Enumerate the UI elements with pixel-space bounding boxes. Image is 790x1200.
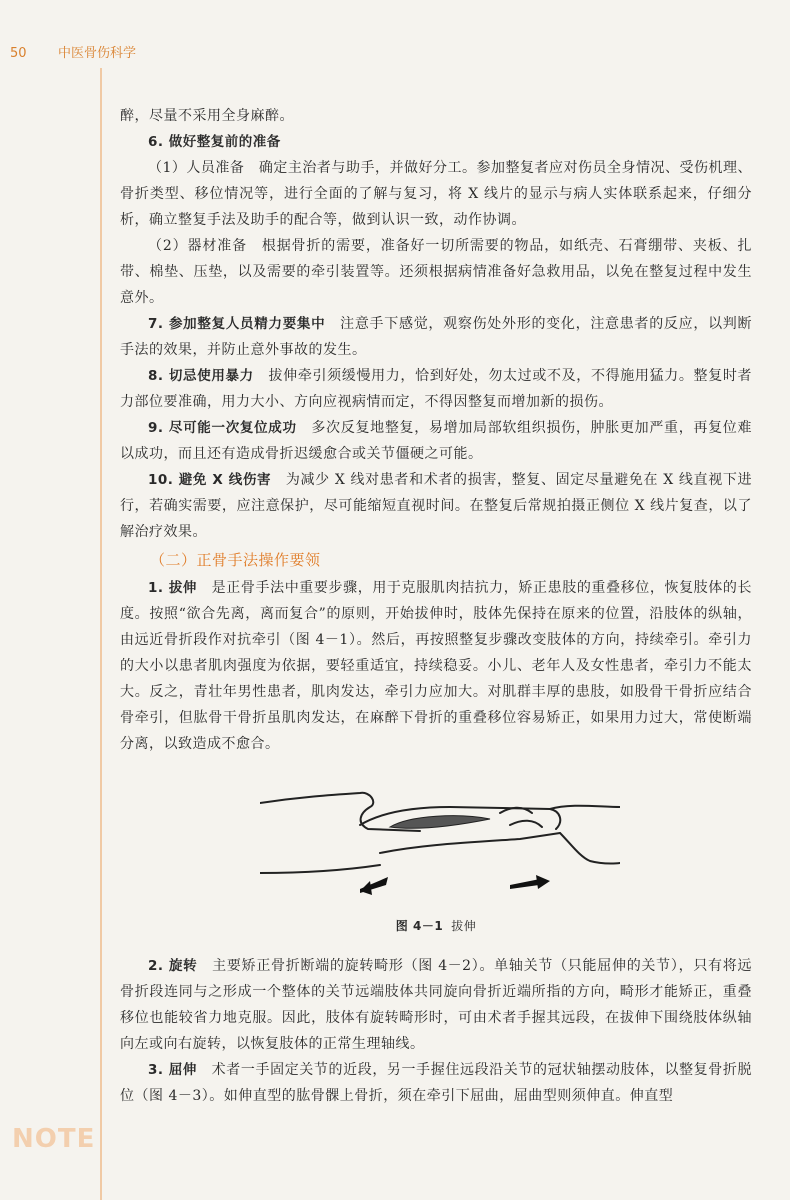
item-8-heading: 8. 切忌使用暴力 (148, 368, 254, 384)
paragraph-rotation: 2. 旋转 主要矫正骨折断端的旋转畸形（图 4－2）。单轴关节（只能屈伸的关节），只有将远骨折段连同与之形成一个整体的关节远端肢体共同旋向骨折近端所指的方向，畸形才能矫正，重叠移位也能较省力地克服。因此，肢体有旋转畸形时，可由术者手握其远段，在拔伸下围绕肢体纵轴向左或向右旋转，以恢复肢体的正常生理轴线。 (120, 958, 753, 1052)
figure-4-1 (120, 763, 752, 953)
item-9-heading: 9. 尽可能一次复位成功 (148, 420, 297, 436)
note-watermark: NOTE (12, 1124, 96, 1154)
traction-illustration (260, 773, 620, 903)
page-number: 50 (10, 46, 27, 61)
paragraph-equipment-prep: （2）器材准备 根据骨折的需要，准备好一切所需要的物品，如纸壳、石膏绷带、夹板、扎带、棉垫、压垫，以及需要的牵引装置等。还须根据病情准备好急救用品，以免在整复过程中发生意外。 (120, 238, 752, 306)
rotation-heading: 2. 旋转 (148, 958, 198, 974)
item-7-heading: 7. 参加整复人员精力要集中 (148, 316, 326, 332)
paragraph-traction: 1. 拔伸 是正骨手法中重要步骤，用于克服肌肉拮抗力，矫正患肢的重叠移位，恢复肢体的长度。按照“欲合先离，离而复合”的原则，开始拔伸时，肢体先保持在原来的位置，沿肢体的纵轴，由远近骨折段作对抗牵引（图 4－1）。然后，再按照整复步骤改变肢体的方向，持续牵引。牵引力的大小以患者肌肉强度为依据，要轻重适宜，持续稳妥。小儿、老年人及女性患者，牵引力不能太大。反之，青壮年男性患者，肌肉发达，牵引力应加大。对肌群丰厚的患肢，如股骨干骨折应结合骨牵引，但肱骨干骨折虽肌肉发达，在麻醉下骨折的重叠移位容易矫正，如果用力过大，常使断端分离，以致造成不愈合。 (120, 580, 752, 752)
figure-label: 图 4－1 (395, 919, 444, 933)
paragraph-item-8: 8. 切忌使用暴力 拔伸牵引须缓慢用力，恰到好处，勿太过或不及，不得施用猛力。整复时者力部位要准确，用力大小、方向应视病情而定，不得因整复而增加新的损伤。 (120, 368, 753, 410)
paragraph-flexion: 3. 屈伸 术者一手固定关节的近段，另一手握住远段沿关节的冠状轴摆动肢体，以整复骨折脱位（图 4－3）。如伸直型的肱骨髁上骨折，须在牵引下屈曲，屈曲型则须伸直。伸直型 (120, 1062, 752, 1104)
paragraph-item-7: 7. 参加整复人员精力要集中 注意手下感觉，观察伤处外形的变化，注意患者的反应，以判断手法的效果，并防止意外事故的发生。 (120, 316, 753, 358)
section-heading: （二）正骨手法操作要领 (150, 551, 321, 569)
paragraph-item-9: 9. 尽可能一次复位成功 多次反复地整复，易增加局部软组织损伤，肿胀更加严重，再复位难以成功，而且还有造成骨折迟缓愈合或关节僵硬之可能。 (120, 420, 753, 462)
paragraph-item-10: 10. 避免 X 线伤害 为减少 X 线对患者和术者的损害，整复、固定尽量避免在 X 线直视下进行，若确实需要，应注意保护，尽可能缩短直视时间。在整复后常规拍摄正侧位 X 线片复查，以了解治疗效果。 (120, 472, 752, 540)
traction-heading: 1. 拔伸 (148, 580, 198, 596)
figure-caption (120, 913, 752, 939)
margin-rule (100, 68, 102, 1200)
flexion-heading: 3. 屈伸 (148, 1062, 198, 1078)
page-header (10, 42, 136, 61)
item-6-heading: 6. 做好整复前的准备 (148, 134, 281, 150)
item-10-heading: 10. 避免 X 线伤害 (148, 472, 272, 488)
paragraph-continued: 醉，尽量不采用全身麻醉。 (120, 108, 294, 124)
paragraph-personnel-prep: （1）人员准备 确定主治者与助手，并做好分工。参加整复者应对伤员全身情况、受伤机理、骨折类型、移位情况等，进行全面的了解与复习，将 X 线片的显示与病人实体联系起来，仔细分析，确立整复手法及助手的配合等，做到认识一致，动作协调。 (120, 160, 752, 228)
page-body (120, 103, 752, 1109)
figure-title: 拔伸 (451, 919, 477, 933)
book-title: 中医骨伤科学 (58, 46, 137, 61)
